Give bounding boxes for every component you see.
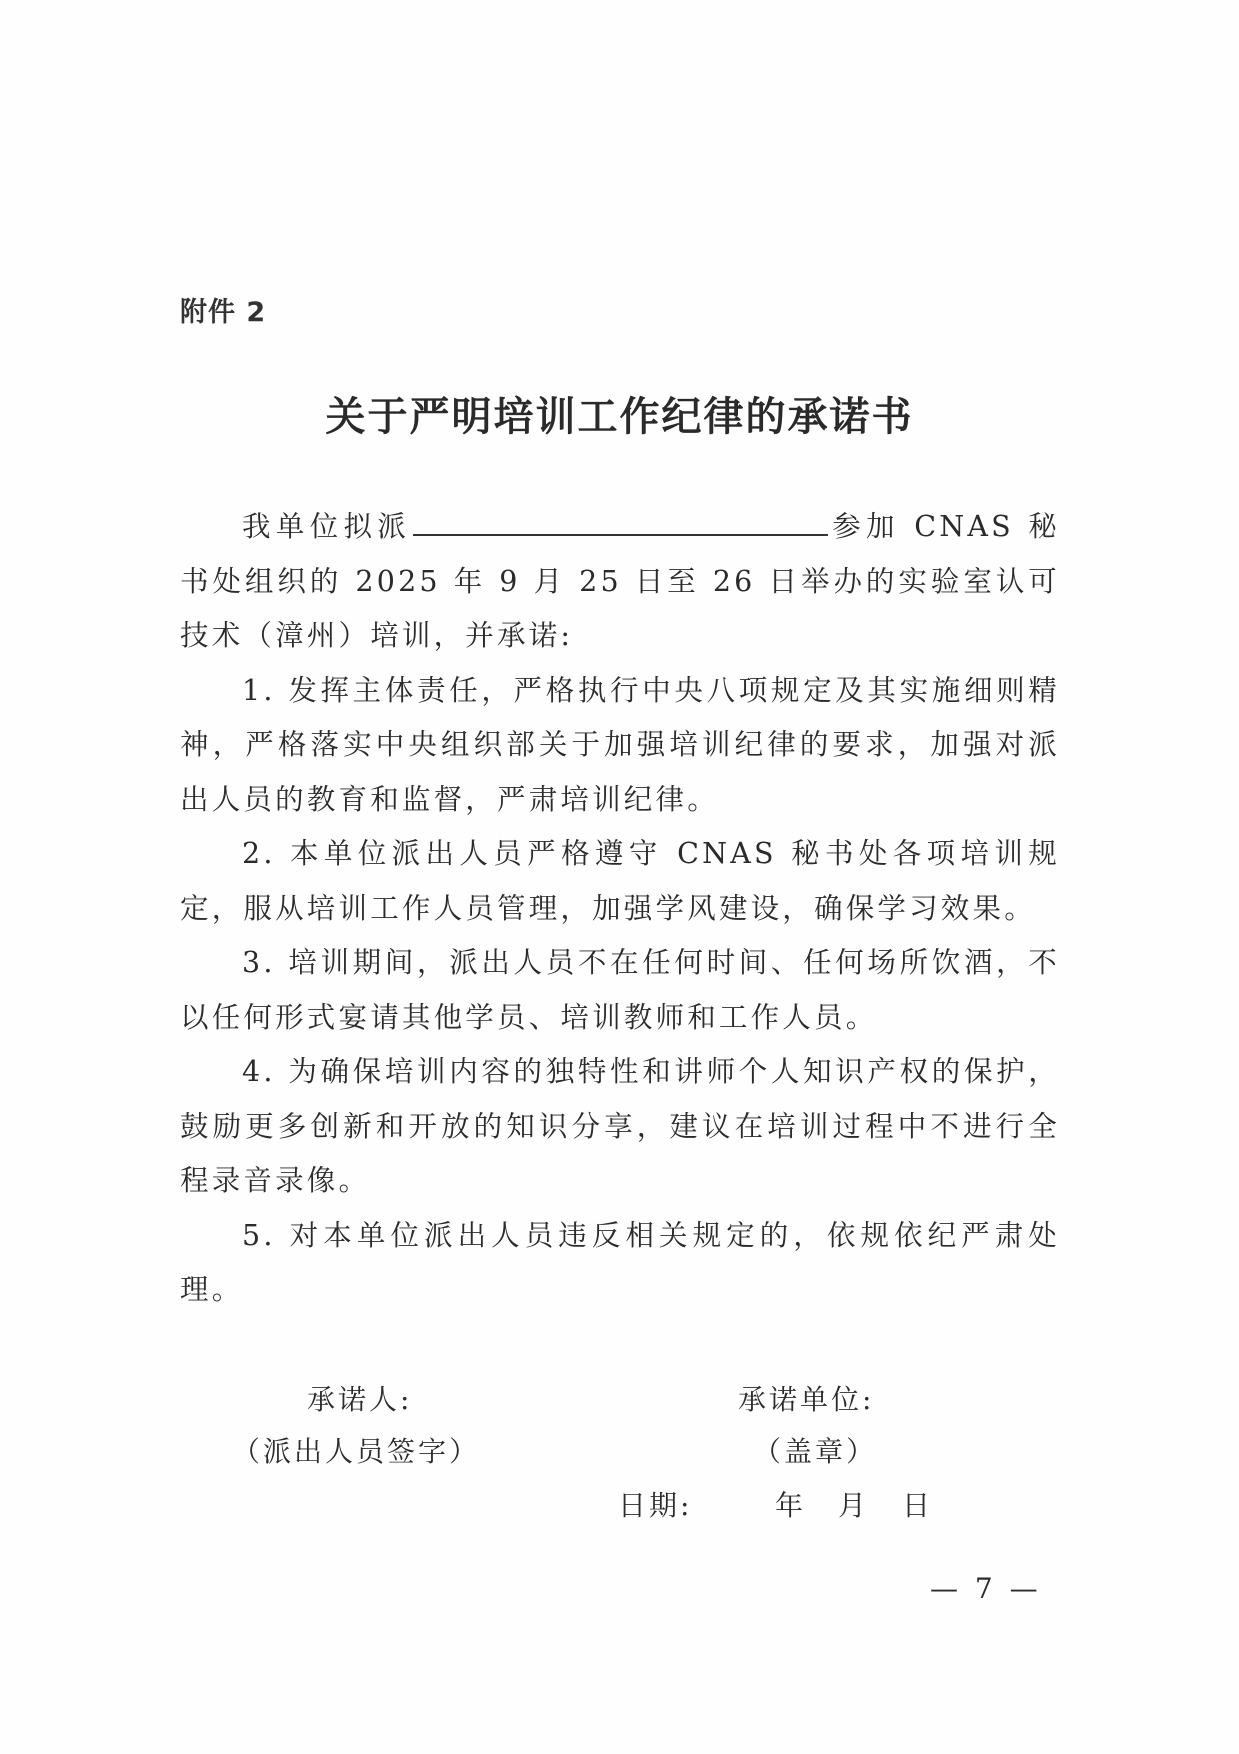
- attachment-label: 附件 2: [180, 297, 267, 328]
- commitment-item-1: 1. 发挥主体责任，严格执行中央八项规定及其实施细则精神，严格落实中央组织部关于加强培训纪律的要求，加强对派出人员的教育和监督，严肃培训纪律。: [180, 673, 1060, 816]
- intro-after-blank: 参加 CNAS 秘书处组织的 2025 年 9 月 25 日至 26 日举办的实验室认可技术（漳州）培训，并承诺:: [180, 510, 1060, 652]
- promiser-note: （派出人员签字）: [232, 1435, 481, 1468]
- document-body: [180, 500, 1060, 1318]
- commitment-item-4: 4. 为确保培训内容的独特性和讲师个人知识产权的保护，鼓励更多创新和开放的知识分享，建议在培训过程中不进行全程录音录像。: [180, 1055, 1060, 1197]
- date-month: 月: [838, 1489, 870, 1522]
- commitment-item-2: 2. 本单位派出人员严格遵守 CNAS 秘书处各项培训规定，服从培训工作人员管理，加强学风建设，确保学习效果。: [180, 837, 1060, 925]
- document-title: 关于严明培训工作纪律的承诺书: [325, 394, 914, 440]
- commitment-item-5: 5. 对本单位派出人员违反相关规定的，依规依纪严肃处理。: [180, 1218, 1060, 1306]
- personnel-blank-line: [413, 504, 828, 536]
- commitment-item-3: 3. 培训期间，派出人员不在任何时间、任何场所饮酒，不以任何形式宴请其他学员、培训教师和工作人员。: [180, 946, 1060, 1034]
- page-number: — 7 —: [930, 1572, 1042, 1605]
- date-day: 日: [902, 1489, 934, 1522]
- date-label: 日期:: [618, 1489, 693, 1522]
- intro-paragraph: [180, 500, 1060, 664]
- unit-note: （盖章）: [753, 1435, 878, 1468]
- intro-before-blank: 我单位拟派: [242, 510, 412, 543]
- unit-label: 承诺单位:: [738, 1383, 875, 1416]
- date-year: 年: [775, 1489, 807, 1522]
- promiser-label: 承诺人:: [307, 1383, 413, 1416]
